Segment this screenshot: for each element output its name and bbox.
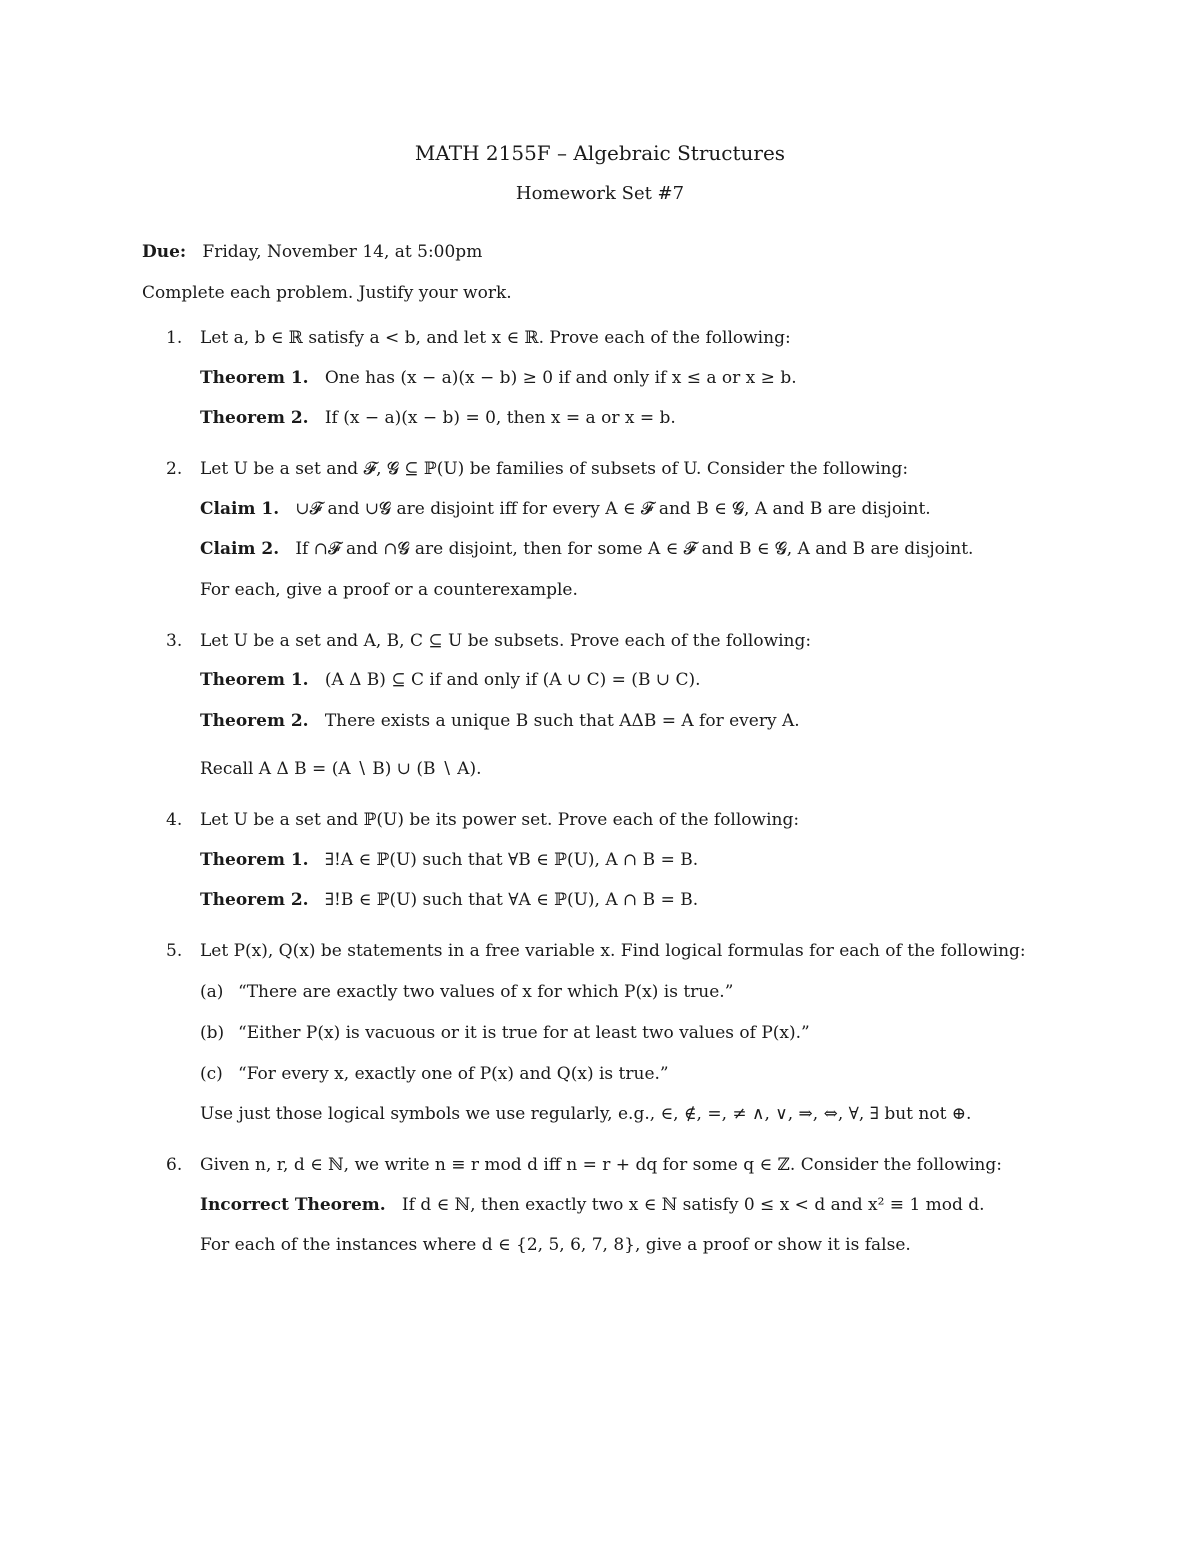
statement-text: (A Δ B) ⊆ C if and only if (A ∪ C) = (B ∪ C). [324, 670, 701, 690]
problem-intro: Given n, r, d ∈ ℕ, we write n ≡ r mod d iff n = r + dq for some q ∈ ℤ. Consider the following: [200, 1155, 1002, 1175]
problem-number: 3. [166, 631, 183, 651]
statement [200, 367, 797, 389]
statement [200, 710, 800, 732]
statement-label: Theorem 1. [200, 670, 309, 690]
sub-part-text: “There are exactly two values of x for which P(x) is true.” [238, 982, 734, 1002]
statement-label: Theorem 2. [200, 890, 309, 910]
statement [200, 669, 701, 691]
due-line [142, 241, 482, 263]
sub-part-label: (b) [200, 1023, 225, 1043]
sub-part [200, 981, 733, 1003]
problem-5 [166, 940, 1026, 962]
problem-intro: Let U be a set and 𝓕, 𝓖 ⊆ ℙ(U) be families of subsets of U. Consider the following: [200, 459, 909, 479]
statement-label: Claim 1. [200, 499, 280, 519]
problem-intro: Let a, b ∈ ℝ satisfy a < b, and let x ∈ ℝ. Prove each of the following: [200, 328, 791, 348]
statement-text: If d ∈ ℕ, then exactly two x ∈ ℕ satisfy 0 ≤ x < d and x² ≡ 1 mod d. [401, 1195, 985, 1215]
statement-text: ∃!B ∈ ℙ(U) such that ∀A ∈ ℙ(U), A ∩ B = B. [324, 890, 699, 910]
problem-number: 1. [166, 328, 183, 348]
statement-label: Incorrect Theorem. [200, 1195, 386, 1215]
due-label: Due: [142, 242, 187, 262]
sub-part-label: (c) [200, 1064, 223, 1084]
problem-number: 4. [166, 810, 183, 830]
statement-label: Theorem 1. [200, 850, 309, 870]
statement-text: One has (x − a)(x − b) ≥ 0 if and only if x ≤ a or x ≥ b. [324, 368, 797, 388]
problem-4 [166, 809, 799, 831]
sub-part [200, 1063, 669, 1085]
sub-part-text: “For every x, exactly one of P(x) and Q(x) is true.” [238, 1064, 669, 1084]
statement-label: Theorem 1. [200, 368, 309, 388]
statement [200, 889, 698, 911]
sub-part-label: (a) [200, 982, 224, 1002]
statement-label: Theorem 2. [200, 711, 309, 731]
problem-note: For each of the instances where d ∈ {2, 5, 6, 7, 8}, give a proof or show it is false. [200, 1235, 911, 1255]
problem-3 [166, 630, 811, 652]
problem-6 [166, 1154, 1002, 1176]
problem-note: For each, give a proof or a counterexample. [200, 580, 578, 600]
statement [200, 407, 676, 429]
sub-part [200, 1022, 810, 1044]
statement-text: There exists a unique B such that AΔB = A for every A. [324, 711, 800, 731]
statement [200, 1194, 985, 1216]
problem-intro: Let P(x), Q(x) be statements in a free variable x. Find logical formulas for each of the following: [200, 941, 1026, 961]
statement [200, 498, 931, 520]
instructions: Complete each problem. Justify your work. [142, 283, 512, 303]
statement-label: Claim 2. [200, 539, 280, 559]
statement-text: If ∩𝓕 and ∩𝓖 are disjoint, then for some A ∈ 𝓕 and B ∈ 𝓖, A and B are disjoint. [295, 539, 974, 559]
problem-2 [166, 458, 908, 480]
problem-note: Use just those logical symbols we use regularly, e.g., ∈, ∉, =, ≠ ∧, ∨, ⇒, ⇔, ∀, ∃ but not ⊕. [200, 1104, 972, 1124]
statement-label: Theorem 2. [200, 408, 309, 428]
problem-intro: Let U be a set and ℙ(U) be its power set. Prove each of the following: [200, 810, 800, 830]
statement [200, 538, 973, 560]
problem-number: 6. [166, 1155, 183, 1175]
page-title: MATH 2155F – Algebraic Structures [414, 141, 786, 165]
problem-1 [166, 327, 791, 349]
statement-text: ∪𝓕 and ∪𝓖 are disjoint iff for every A ∈ 𝓕 and B ∈ 𝓖, A and B are disjoint. [295, 499, 931, 519]
problem-note: Recall A Δ B = (A ∖ B) ∪ (B ∖ A). [200, 759, 482, 779]
statement [200, 849, 698, 871]
page-subtitle: Homework Set #7 [515, 183, 685, 204]
problem-number: 5. [166, 941, 183, 961]
due-text: Friday, November 14, at 5:00pm [202, 242, 483, 262]
statement-text: If (x − a)(x − b) = 0, then x = a or x = b. [324, 408, 676, 428]
sub-part-text: “Either P(x) is vacuous or it is true for at least two values of P(x).” [238, 1023, 810, 1043]
statement-text: ∃!A ∈ ℙ(U) such that ∀B ∈ ℙ(U), A ∩ B = B. [324, 850, 699, 870]
problem-intro: Let U be a set and A, B, C ⊆ U be subsets. Prove each of the following: [200, 631, 812, 651]
problem-number: 2. [166, 459, 183, 479]
